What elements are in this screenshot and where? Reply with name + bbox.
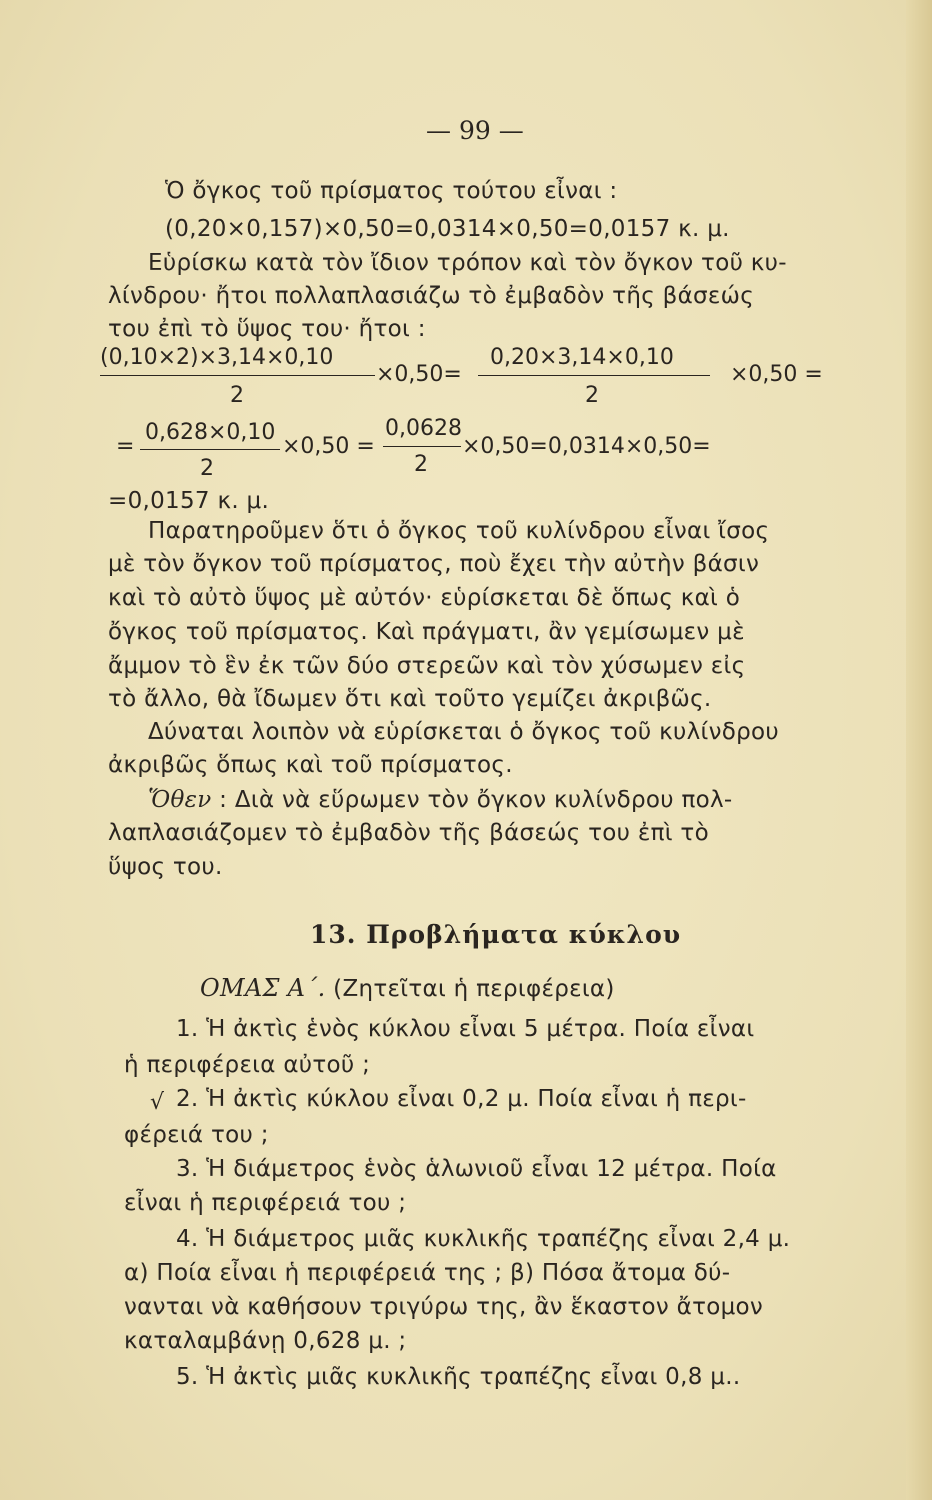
section-heading: 13. Προβλήματα κύκλου — [310, 920, 682, 949]
multiplier: ×0,50 = — [730, 362, 823, 387]
fraction-bar — [100, 375, 375, 376]
fraction-numerator: 0,0628 — [385, 416, 462, 441]
text-line: καὶ τὸ αὐτὸ ὕψος μὲ αὐτόν· εὑρίσκεται δὲ ὅπως καὶ ὁ — [108, 585, 741, 611]
text-line: τὸ ἄλλο, θὰ ἴδωμεν ὅτι καὶ τοῦτο γεμίζει ἀκριβῶς. — [108, 686, 712, 712]
fraction-denominator: 2 — [230, 383, 244, 408]
fraction-bar — [478, 375, 710, 376]
group-title: ΟΜΑΣ Α΄. — [200, 974, 326, 1002]
text-line: Δύναται λοιπὸν νὰ εὑρίσκεται ὁ ὄγκος τοῦ κυλίνδρου — [148, 719, 780, 745]
multiplier: ×0,50 = — [282, 434, 375, 459]
problem-line: 3. Ἡ διάμετρος ἑνὸς ἁλωνιοῦ εἶναι 12 μέτρα. Ποία — [176, 1156, 777, 1182]
problem-line: εἶναι ἡ περιφέρειά του ; — [124, 1190, 407, 1216]
problem-line: α) Ποία εἶναι ἡ περιφέρειά της ; β) Πόσα ἄτομα δύ- — [124, 1260, 731, 1286]
problem-line: 2. Ἡ ἀκτὶς κύκλου εἶναι 0,2 μ. Ποία εἶναι ἡ περι- — [176, 1086, 747, 1112]
page-edge — [906, 0, 932, 1500]
text-line — [148, 787, 733, 813]
fraction-numerator: (0,10×2)×3,14×0,10 — [100, 345, 334, 370]
text-line: λαπλασιάζομεν τὸ ἐμβαδὸν τῆς βάσεώς του ἐπὶ τὸ — [108, 820, 709, 846]
problem-line: ἡ περιφέρεια αὐτοῦ ; — [124, 1052, 371, 1078]
fraction-denominator: 2 — [414, 452, 428, 477]
check-mark: √ — [150, 1090, 165, 1115]
problem-line: νανται νὰ καθήσουν τριγύρω της, ἂν ἕκαστον ἄτομον — [124, 1294, 764, 1320]
multiplier: ×0,50=0,0314×0,50= — [462, 434, 711, 459]
emphasis-word: Ὅθεν — [148, 787, 212, 813]
text-line: Εὑρίσκω κατὰ τὸν ἴδιον τρόπον καὶ τὸν ὄγκον τοῦ κυ- — [148, 250, 787, 276]
fraction-denominator: 2 — [200, 456, 214, 481]
equation-line: (0,20×0,157)×0,50=0,0314×0,50=0,0157 κ. μ. — [165, 216, 730, 242]
text-line: ὕψος του. — [108, 854, 223, 880]
text-line: λίνδρου· ἤτοι πολλαπλασιάζω τὸ ἐμβαδὸν τῆς βάσεώς — [108, 283, 755, 309]
problem-line: 4. Ἡ διάμετρος μιᾶς κυκλικῆς τραπέζης εἶναι 2,4 μ. — [176, 1226, 791, 1252]
problem-line: 1. Ἡ ἀκτὶς ἑνὸς κύκλου εἶναι 5 μέτρα. Ποία εἶναι — [176, 1016, 755, 1042]
problem-line: φέρειά του ; — [124, 1122, 269, 1148]
text-line: μὲ τὸν ὄγκον τοῦ πρίσματος, ποὺ ἔχει τὴν αὐτὴν βάσιν — [108, 551, 760, 577]
multiplier: ×0,50= — [376, 362, 462, 387]
fraction-denominator: 2 — [585, 383, 599, 408]
page-number: — 99 — — [426, 116, 524, 145]
text-span: : Διὰ νὰ εὕρωμεν τὸν ὄγκον κυλίνδρου πολ- — [219, 787, 733, 813]
equals-sign: = — [116, 434, 135, 459]
problem-line: 5. Ἡ ἀκτὶς μιᾶς κυκλικῆς τραπέζης εἶναι 0,8 μ.. — [176, 1364, 741, 1390]
fraction-numerator: 0,628×0,10 — [145, 420, 276, 445]
fraction-bar — [383, 446, 461, 447]
fraction-bar — [140, 449, 280, 450]
fraction-numerator: 0,20×3,14×0,10 — [490, 345, 674, 370]
text-line: ἀκριβῶς ὅπως καὶ τοῦ πρίσματος. — [108, 752, 513, 778]
text-line: ἄμμον τὸ ἓν ἐκ τῶν δύο στερεῶν καὶ τὸν χύσωμεν εἰς — [108, 653, 746, 679]
text-line: ὄγκος τοῦ πρίσματος. Καὶ πράγματι, ἂν γεμίσωμεν μὲ — [108, 619, 745, 645]
equation-line: =0,0157 κ. μ. — [108, 488, 270, 514]
text-line: Παρατηροῦμεν ὅτι ὁ ὄγκος τοῦ κυλίνδρου εἶναι ἴσος — [148, 518, 770, 544]
problem-line: καταλαμβάνῃ 0,628 μ. ; — [124, 1328, 407, 1354]
text-line: Ὁ ὄγκος τοῦ πρίσματος τούτου εἶναι : — [165, 178, 618, 204]
group-title-line — [200, 974, 615, 1002]
group-note: (Ζητεῖται ἡ περιφέρεια) — [333, 976, 615, 1002]
text-line: του ἐπὶ τὸ ὕψος του· ἤτοι : — [108, 316, 426, 342]
